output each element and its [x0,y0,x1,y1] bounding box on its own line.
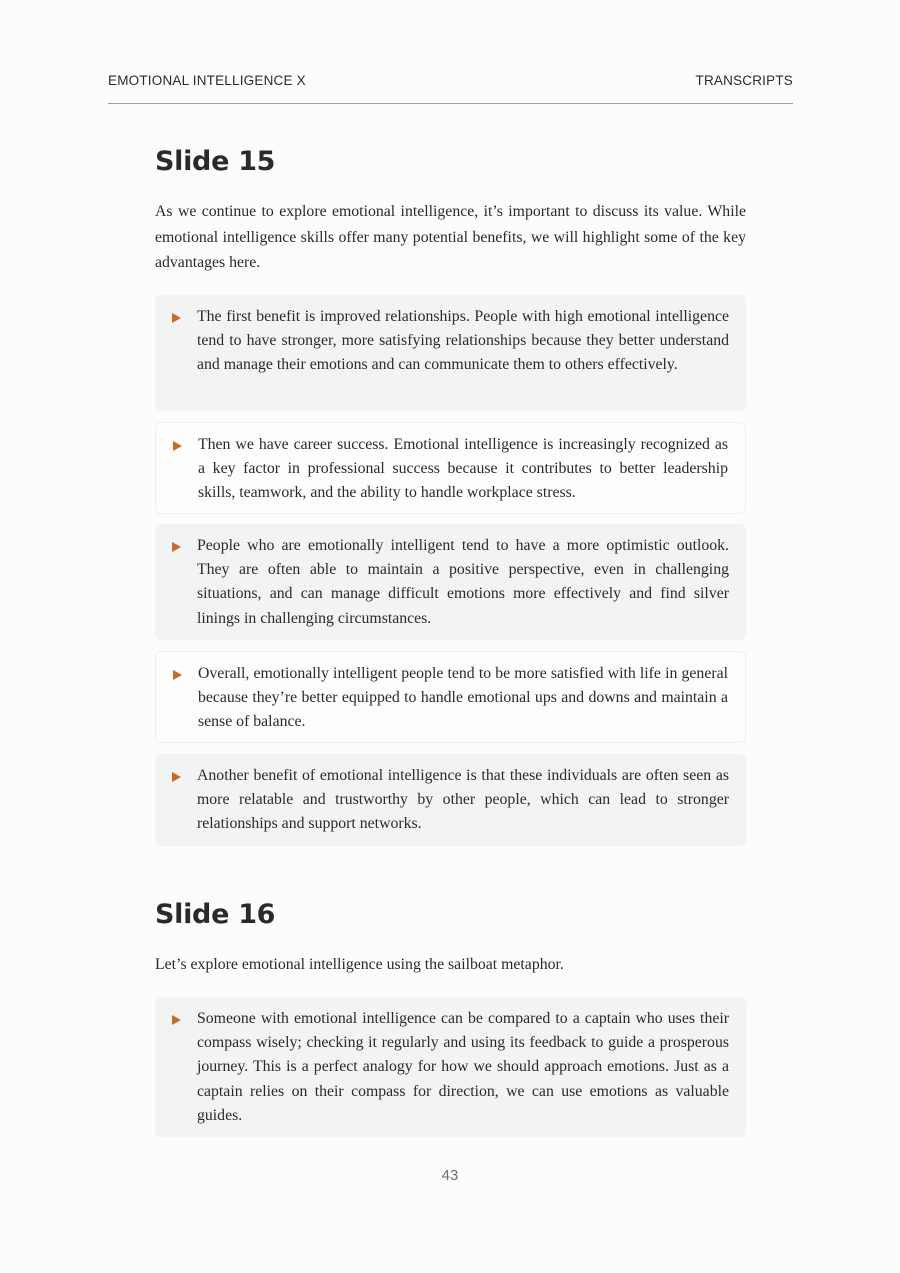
section-heading: Slide 16 [155,899,276,930]
bullet-card [155,295,746,411]
bullet-text: People who are emotionally intelligent tend to have a more optimistic outlook. They are often able to maintain a positive perspective, even in challenging situations, and can manage difficult emotions more effectively and find silver linings in challenging circumstances. [197,537,729,627]
bullet-arrow-icon [172,542,181,552]
bullet-text: Another benefit of emotional intelligence is that these individuals are often seen as more relatable and trustworthy by other people, which can lead to stronger relationships and support networks. [197,767,729,833]
bullet-card [155,422,746,514]
bullet-text: Someone with emotional intelligence can be compared to a captain who uses their compass wisely; checking it regularly and using its feedback to guide a prosperous journey. This is a perfect analogy for how we should approach emotions. Just as a captain relies on their compass for direction, we can use emotions as valuable guides. [197,1010,729,1124]
header-section-label: TRANSCRIPTS [695,73,793,88]
bullet-card [155,524,746,640]
bullet-card [155,997,746,1137]
section-intro: As we continue to explore emotional intelligence, it’s important to discuss its value. While emotional intelligence skills offer many potential benefits, we will highlight some of the key advantages here. [155,203,746,271]
section-intro: Let’s explore emotional intelligence using the sailboat metaphor. [155,956,564,973]
bullet-arrow-icon [172,1015,181,1025]
bullet-arrow-icon [172,772,181,782]
section-heading: Slide 15 [155,146,276,177]
bullet-card [155,754,746,846]
bullet-arrow-icon [173,441,182,451]
header-document-title: EMOTIONAL INTELLIGENCE X [108,73,306,88]
bullet-card [155,651,746,743]
bullet-arrow-icon [172,313,181,323]
bullet-arrow-icon [173,670,182,680]
running-header [108,71,793,104]
page-number: 43 [441,1167,459,1184]
bullet-text: Then we have career success. Emotional intelligence is increasingly recognized as a key factor in professional success because it contributes to better leadership skills, teamwork, and the ability to handle workplace stress. [198,436,728,502]
bullet-text: The first benefit is improved relationships. People with high emotional intelligence tend to have stronger, more satisfying relationships because they better understand and manage their emotions and can communicate them to others effectively. [197,308,729,374]
bullet-text: Overall, emotionally intelligent people tend to be more satisfied with life in general because they’re better equipped to handle emotional ups and downs and maintain a sense of balance. [198,665,728,731]
